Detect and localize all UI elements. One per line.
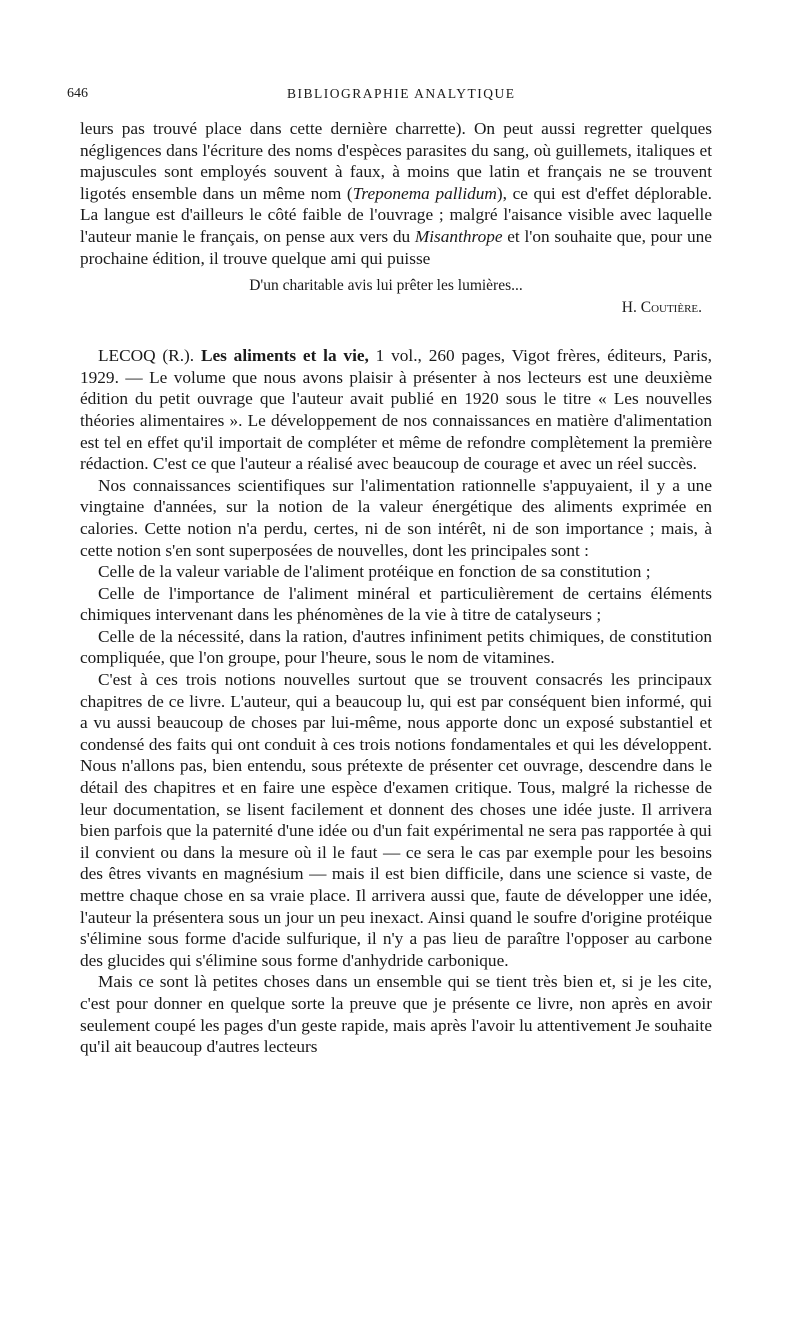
previous-review-paragraph: leurs pas trouvé place dans cette dernière charrette). On peut aussi regretter quelques négligences dans l'écriture des noms d'espèces parasites du sang, où guillemets, italiques et majuscules sont employés souvent à faux, à moins que latin et français ne se trouvent ligotés ensemble dans un même nom (Treponema pallidum), ce qui est d'effet déplorable. La langue est d'ailleurs le côté faible de l'ouvrage ; malgré l'aisance visible avec laquelle l'auteur manie le français, on pense aux vers du Misanthrope et l'on souhaite que, pour une prochaine édition, il trouve quelque ami qui puisse bbox=[80, 119, 713, 268]
verse-quote: D'un charitable avis lui prêter les lumières... bbox=[249, 277, 523, 295]
review-paragraph: Nos connaissances scientifiques sur l'alimentation rationnelle s'appuyaient, il y a une vingtaine d'années, sur la notion de la valeur énergétique des aliments exprimée en calories. Cette notion n'a perdu, certes, ni de son intérêt, ni de son importance ; mais, à cette notion s'en sont superposées de nouvelles, dont les principales sont : bbox=[80, 475, 712, 560]
review-intro: 1 vol., 260 pages, Vigot frères, éditeurs, Paris, 1929. — Le volume que nous avons plaisir à présenter à nos lecteurs est une deuxième édition du petit ouvrage que l'auteur avait publié en 1920 sous le titre « Les nouvelles théories alimentaires ». Le développement de nos connaissances en matière d'alimentation est tel en effet qu'il importait de compléter et même de refondre complètement la première rédaction. C'est ce que l'auteur a réalisé avec beaucoup de courage et avec un réel succès. bbox=[80, 346, 712, 474]
running-title: BIBLIOGRAPHIE ANALYTIQUE bbox=[287, 86, 516, 101]
review-paragraph: Mais ce sont là petites choses dans un ensemble qui se tient très bien et, si je les cite, c'est pour donner en quelque sorte la preuve que je présente ce livre, non après en avoir seulement coupé les pages d'un geste rapide, mais après l'avoir lu attentivement Je souhaite qu'il ait beaucoup d'autres lecteurs bbox=[80, 972, 712, 1057]
review-paragraph: Celle de l'importance de l'aliment minéral et particulièrement de certains éléments chimiques intervenant dans les phénomènes de la vie à titre de catalyseurs ; bbox=[80, 583, 712, 625]
review-book-title: Les aliments et la vie, bbox=[200, 346, 369, 366]
review-author: LECOQ (R.). bbox=[98, 346, 195, 366]
review-paragraph: Celle de la valeur variable de l'aliment protéique en fonction de sa constitution ; bbox=[98, 562, 651, 582]
page-number: 646 bbox=[67, 86, 88, 101]
review-paragraph: Celle de la nécessité, dans la ration, d'autres infiniment petits chimiques, de constitution compliquée, que l'on groupe, pour l'heure, sous le nom de vitamines. bbox=[80, 626, 712, 668]
review-entry bbox=[80, 345, 712, 475]
review-paragraph: C'est à ces trois notions nouvelles surtout que se trouvent consacrés les principaux chapitres de ce livre. L'auteur, qui a beaucoup lu, qui est par conséquent bien informé, qui a vu aussi beaucoup de choses par lui-même, nous apporte donc un exposé substantiel et condensé des faits qui ont conduit à ces trois notions fondamentales et qui les développent. Nous n'allons pas, bien entendu, sous prétexte de présenter cet ouvrage, descendre dans le détail des chapitres et en faire une espèce d'examen critique. Tous, malgré la richesse de leur documentation, se lisent facilement et donnent des choses une idée juste. Il arrivera bien parfois que la paternité d'une idée ou d'un fait expérimental ne sera pas rapportée à qui il convient ou dans la mesure où il le faut — ce sera le cas par exemple pour les besoins des êtres vivants en magnésium — mais il est bien difficile, dans une science si vaste, de mettre chaque chose en sa vraie place. Il arrivera aussi que, faute de développer une idée, l'auteur la présentera sous un jour un peu inexact. Ainsi quand le soufre d'origine protéique s'élimine sous forme d'acide sulfurique, il n'y a pas lieu de paraître l'opposer au carbone des glucides qui s'élimine sous forme d'anhydride carbonique. bbox=[80, 670, 712, 970]
running-head bbox=[67, 86, 712, 106]
body-text bbox=[80, 118, 712, 1058]
reviewer-signature: H. Coutière. bbox=[621, 299, 702, 317]
